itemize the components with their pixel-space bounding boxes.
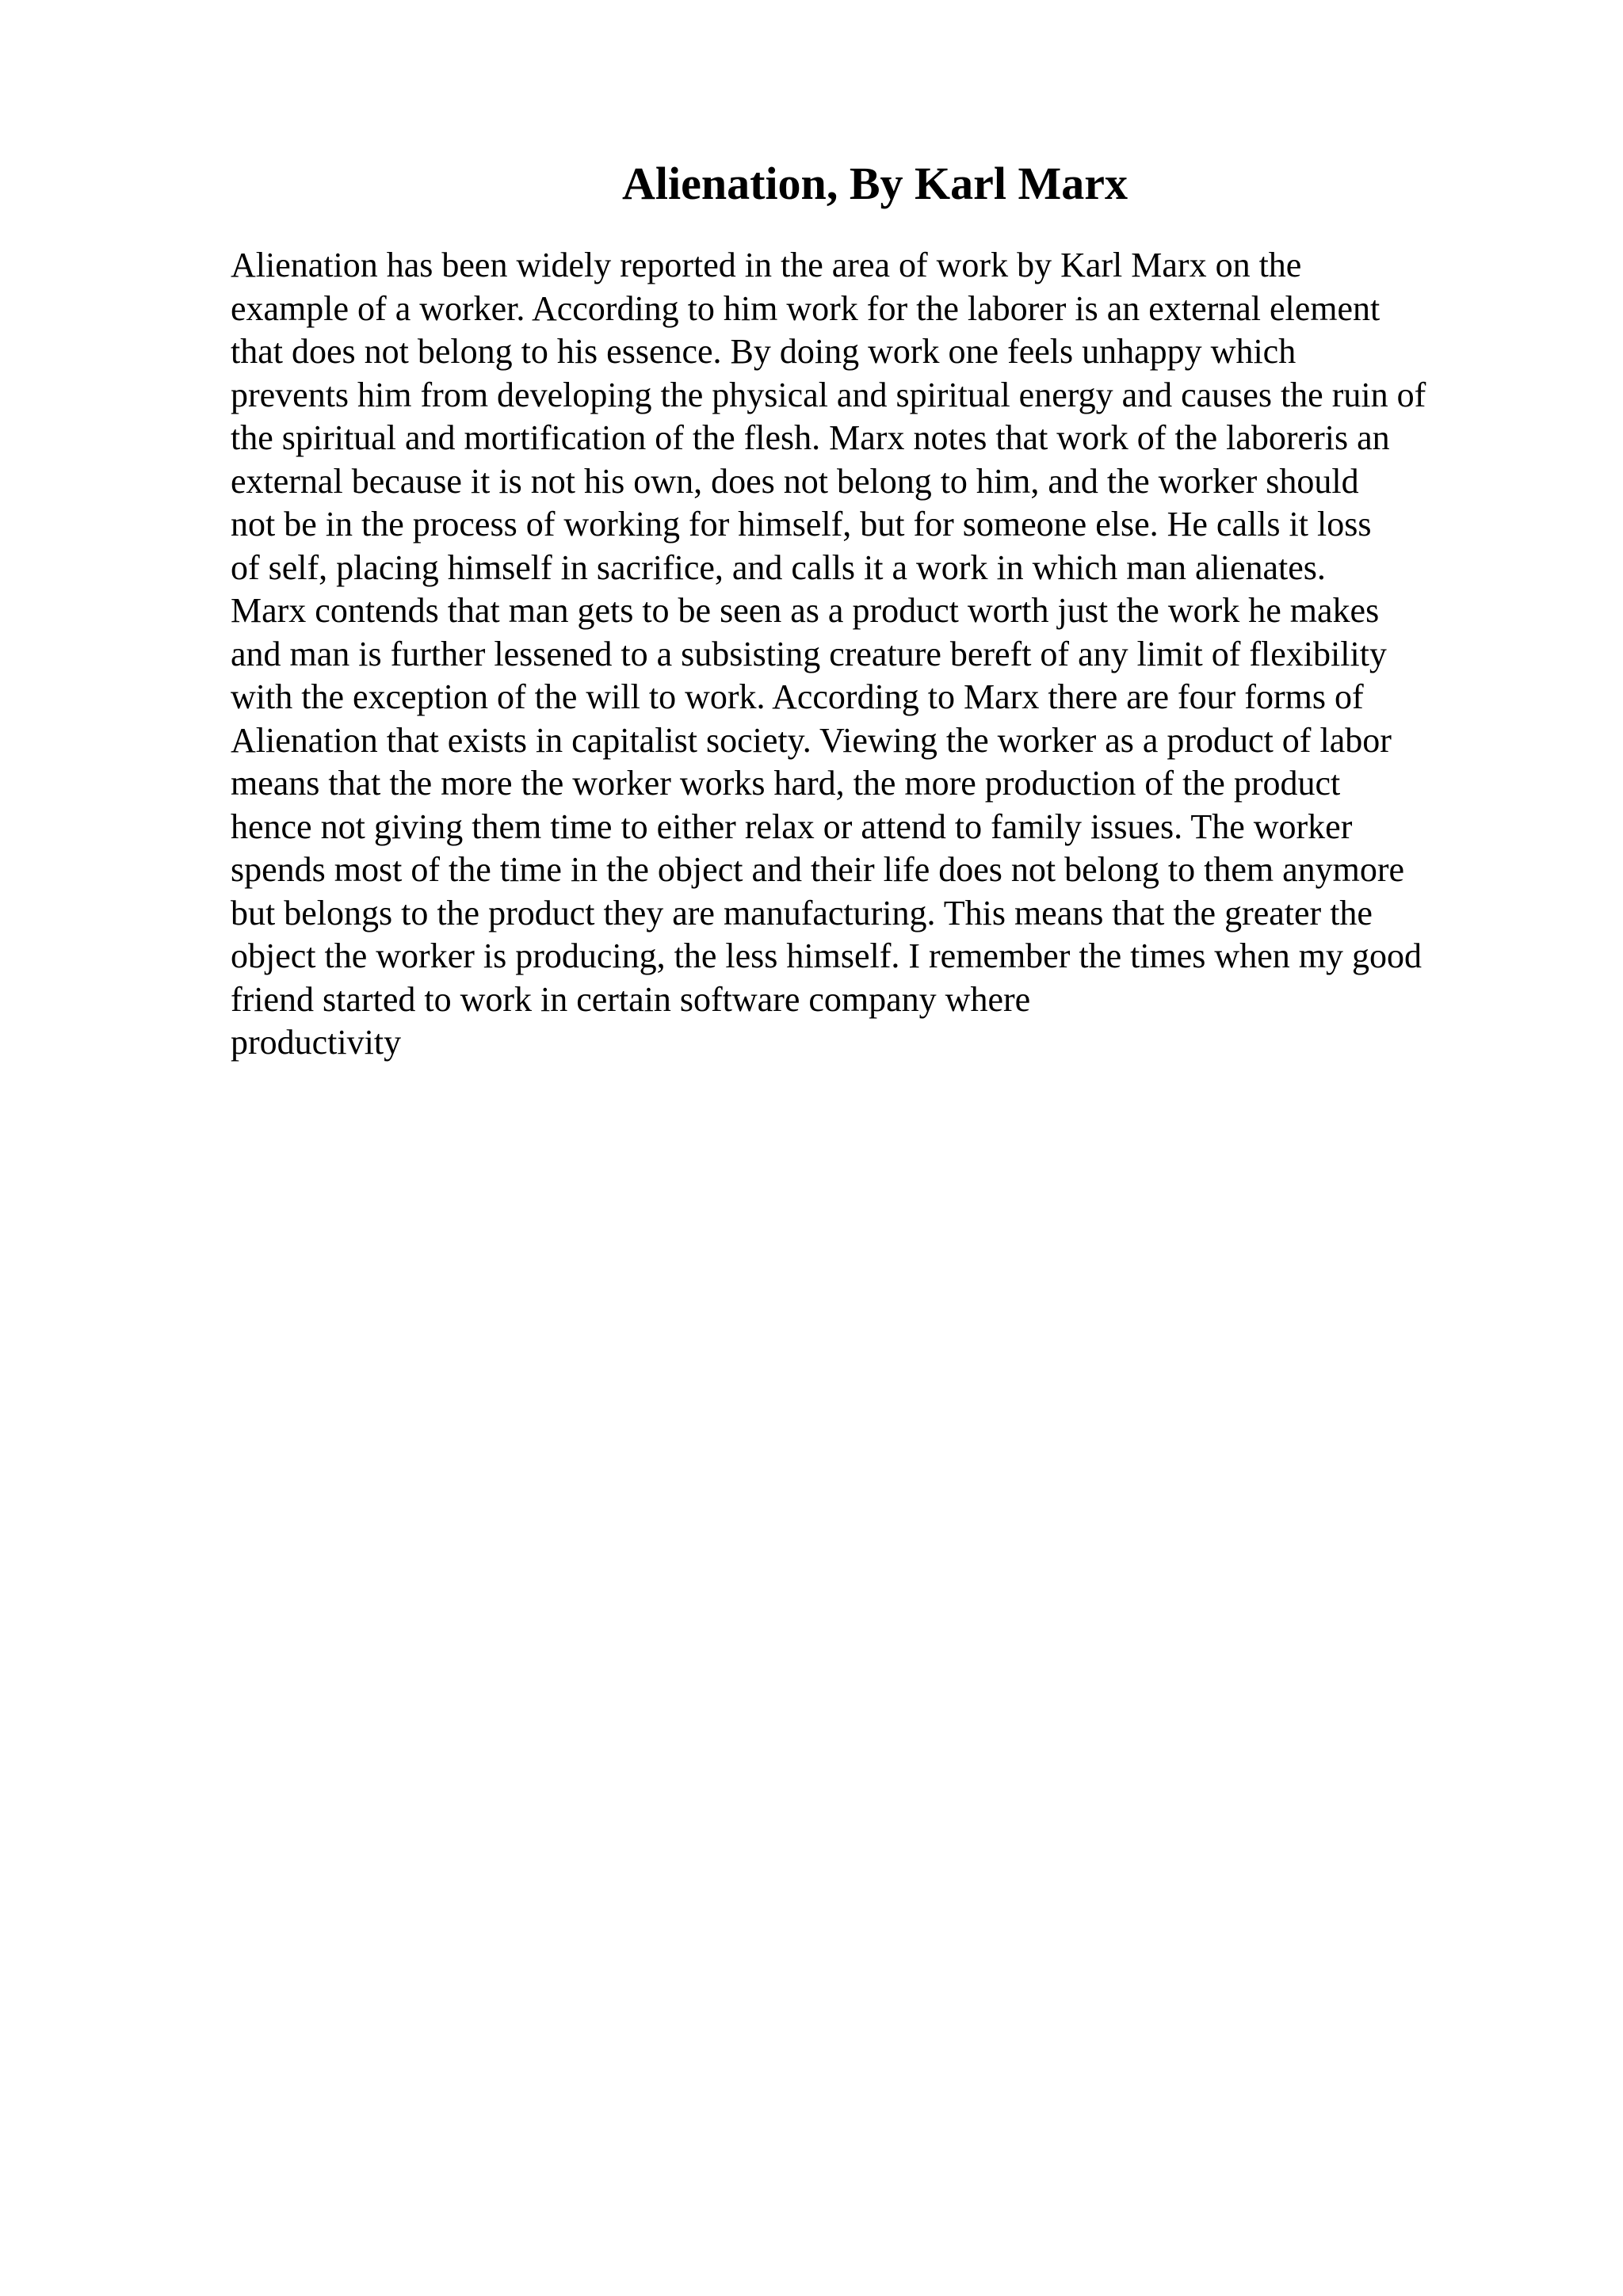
- body-line: Alienation that exists in capitalist society. Viewing the worker as a product of labor: [231, 720, 1392, 760]
- document-body: [231, 244, 1426, 1065]
- body-line: of self, placing himself in sacrifice, and calls it a work in which man alienates.: [231, 547, 1326, 587]
- body-line: hence not giving them time to either relax or attend to family issues. The worker: [231, 807, 1353, 846]
- body-line: productivity: [231, 1023, 402, 1062]
- body-line: not be in the process of working for himself, but for someone else. He calls it loss: [231, 505, 1372, 543]
- body-line: but belongs to the product they are manufacturing. This means that the greater the: [231, 893, 1373, 933]
- body-line: the spiritual and mortification of the flesh. Marx notes that work of the laboreris an: [231, 418, 1390, 457]
- body-line: that does not belong to his essence. By doing work one feels unhappy which: [231, 332, 1296, 371]
- body-line: friend started to work in certain software company where: [231, 979, 1031, 1019]
- body-line: example of a worker. According to him work for the laborer is an external element: [231, 288, 1381, 328]
- body-line: external because it is not his own, does not belong to him, and the worker should: [231, 461, 1359, 501]
- body-line: and man is further lessened to a subsisting creature bereft of any limit of flexibility: [231, 634, 1387, 673]
- body-line: Marx contends that man gets to be seen as a product worth just the work he makes: [231, 591, 1380, 630]
- body-line: with the exception of the will to work. According to Marx there are four forms of: [231, 677, 1364, 716]
- body-line: Alienation has been widely reported in the area of work by Karl Marx on the: [231, 246, 1302, 284]
- body-line: means that the more the worker works hard, the more production of the product: [231, 764, 1341, 803]
- document-title: Alienation, By Karl Marx: [622, 158, 1128, 209]
- body-line: spends most of the time in the object and their life does not belong to them anymore: [231, 850, 1405, 889]
- body-line: prevents him from developing the physical and spiritual energy and causes the ruin of: [231, 375, 1426, 414]
- body-line: object the worker is producing, the less himself. I remember the times when my good: [231, 936, 1422, 975]
